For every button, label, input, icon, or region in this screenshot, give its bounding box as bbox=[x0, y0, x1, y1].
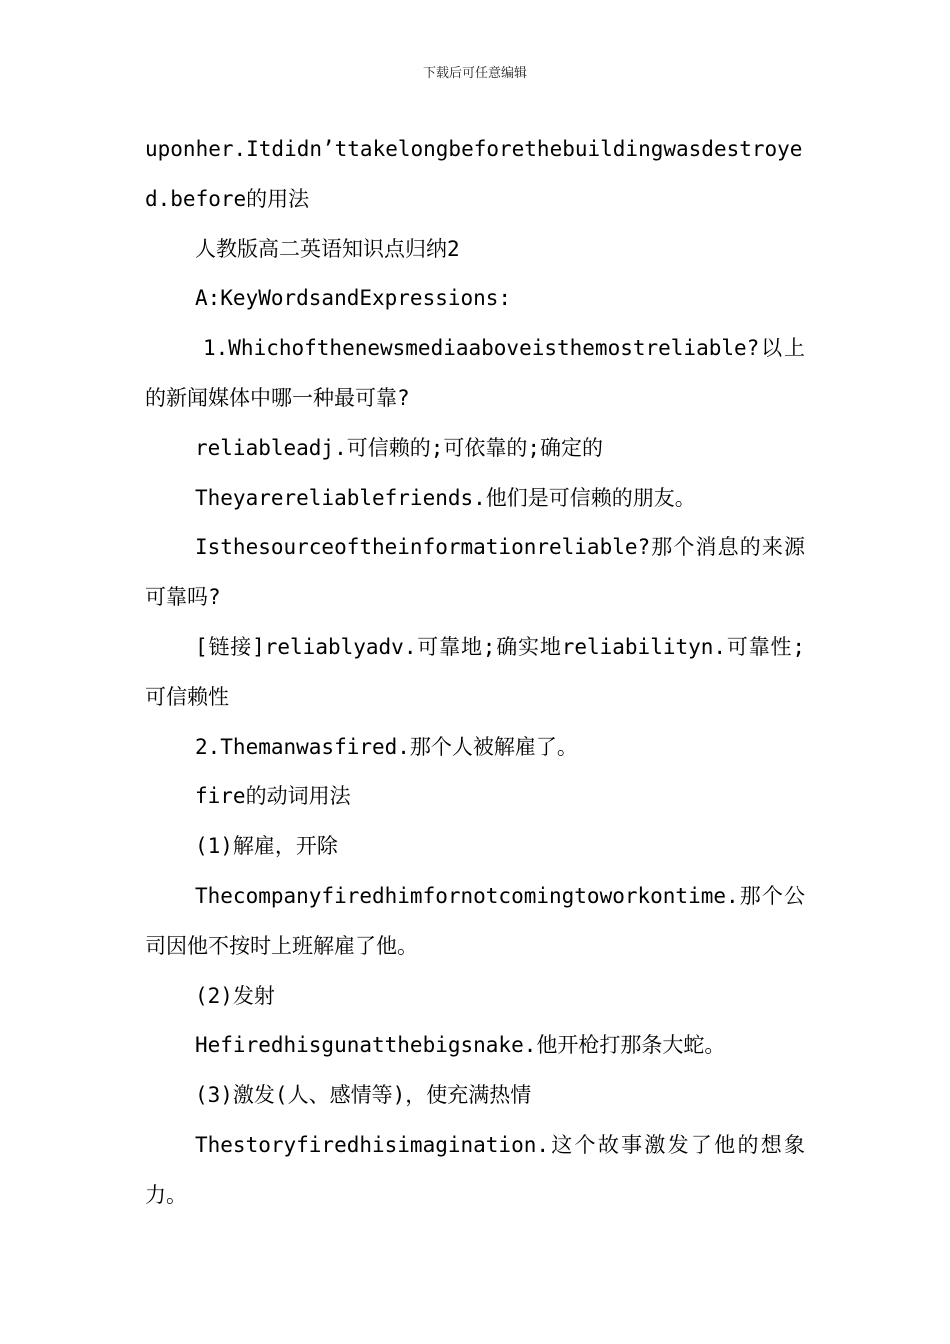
paragraph-continuation: uponher.Itdidn’ttakelongbeforethebuildingwasdestroyed.before的用法 bbox=[145, 137, 803, 211]
paragraph-verb-usage: fire的动词用法 bbox=[195, 784, 351, 809]
paragraph-example-3: Thecompanyfiredhimfornotcomingtoworkontime.那个公司因他不按时上班解雇了他。 bbox=[145, 883, 805, 958]
section-heading: 人教版高二英语知识点归纳2 bbox=[195, 236, 460, 261]
paragraph-example-4: Hefiredhisgunatthebigsnake.他开枪打那条大蛇。 bbox=[195, 1033, 726, 1058]
paragraph-item-1: 1.Whichofthenewsmediaaboveisthemostreliable?以上的新闻媒体中哪一种最可靠? bbox=[145, 336, 805, 410]
paragraph-usage-2: (2)发射 bbox=[195, 983, 275, 1008]
document-body bbox=[145, 125, 805, 1221]
paragraph-example-2: Isthesourceoftheinformationreliable?那个消息的来源可靠吗? bbox=[145, 535, 805, 610]
subsection-heading: A:KeyWordsandExpressions: bbox=[195, 286, 512, 311]
paragraph-definition: reliableadj.可信赖的;可依靠的;确定的 bbox=[195, 435, 604, 460]
paragraph-example-5: Thestoryfiredhisimagination.这个故事激发了他的想象力。 bbox=[145, 1132, 805, 1207]
paragraph-example-1: Theyarereliablefriends.他们是可信赖的朋友。 bbox=[195, 485, 696, 510]
paragraph-item-2: 2.Themanwasfired.那个人被解雇了。 bbox=[195, 734, 578, 759]
paragraph-usage-1: (1)解雇，开除 bbox=[195, 834, 338, 859]
paragraph-link: [链接]reliablyadv.可靠地;确实地reliabilityn.可靠性;可信赖性 bbox=[145, 634, 805, 709]
page-header: 下载后可任意编辑 bbox=[422, 66, 527, 81]
paragraph-usage-3: (3)激发(人、感情等)，使充满热情 bbox=[195, 1083, 532, 1108]
